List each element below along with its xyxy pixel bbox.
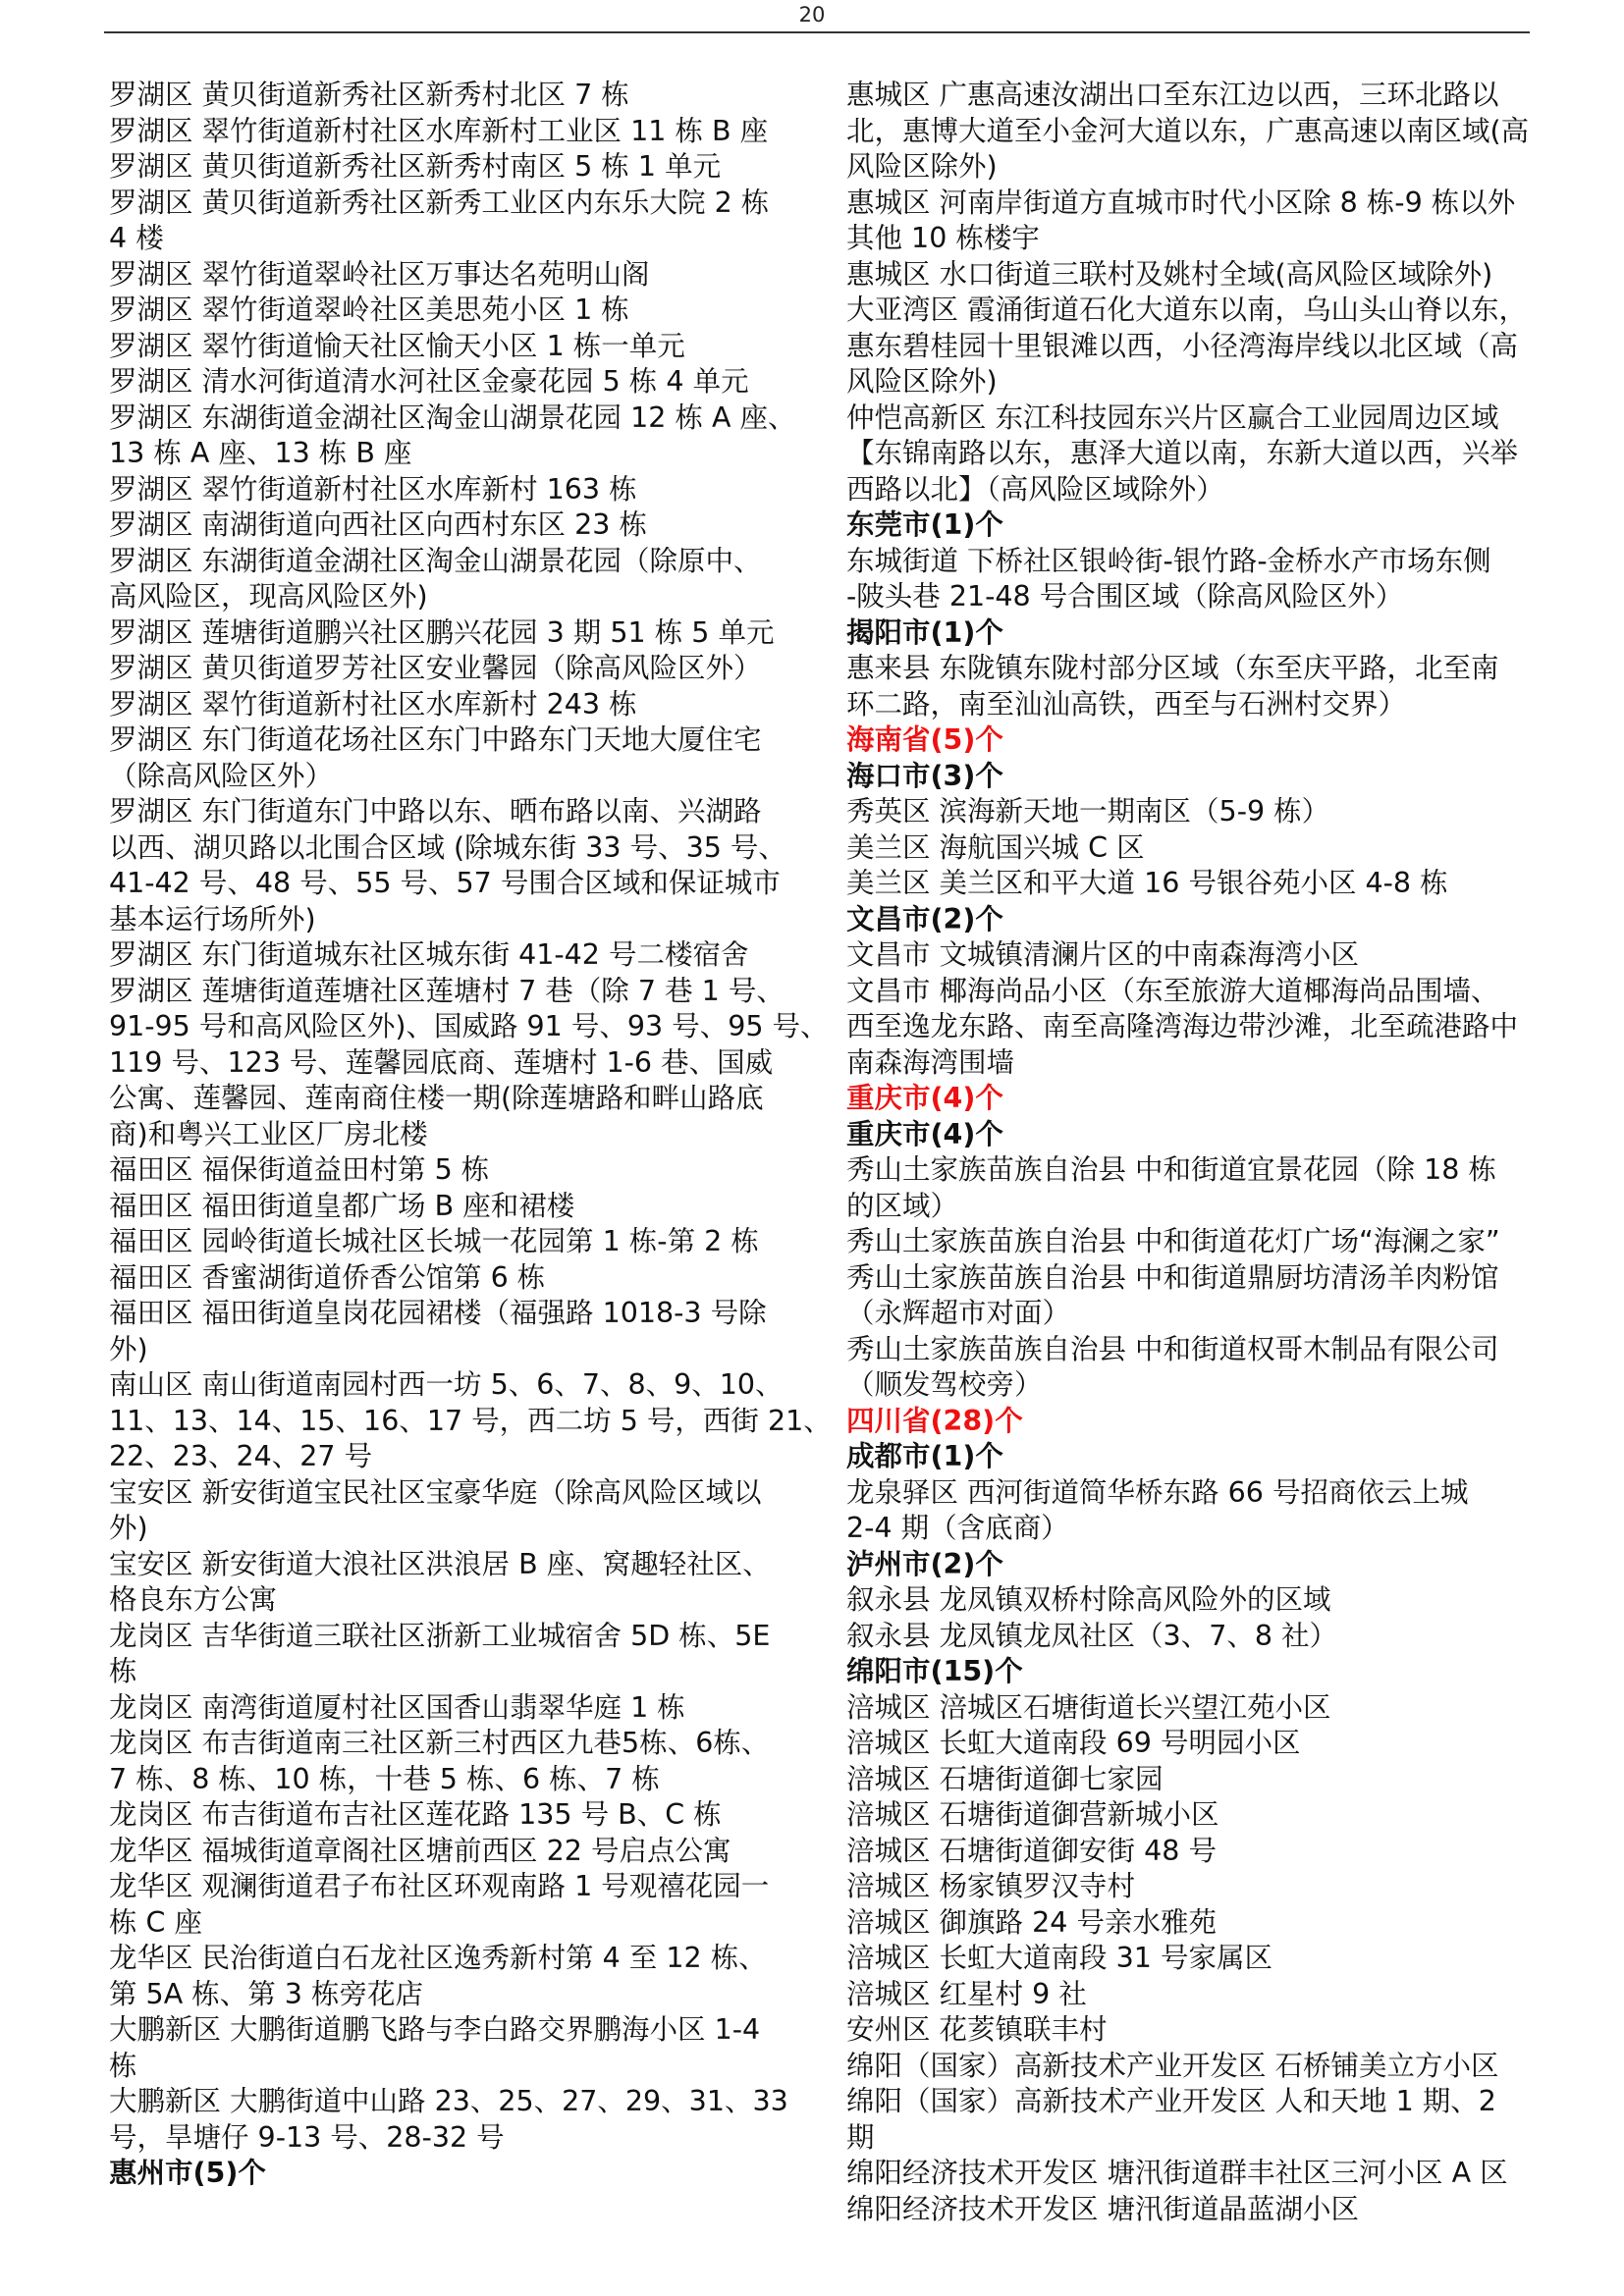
entry-line: 栋 xyxy=(109,2049,137,2082)
entry-line: 海口市(3)个 xyxy=(846,759,1003,792)
area-entry xyxy=(846,1260,1534,1332)
entry-line: 龙华区 福城街道章阁社区塘前西区 22 号启点公寓 xyxy=(109,1834,731,1867)
area-entry xyxy=(846,1152,1534,1224)
entry-line: 南森海湾围墙 xyxy=(846,1045,1015,1079)
entry-line: 文昌市 文城镇清澜片区的中南森海湾小区 xyxy=(846,938,1360,971)
area-entry xyxy=(109,293,796,329)
entry-line: 惠州市(5)个 xyxy=(109,2157,266,2189)
entry-line: （顺发驾校旁） xyxy=(846,1368,1043,1401)
entry-line: 22、23、24、27 号 xyxy=(109,1440,373,1472)
area-entry xyxy=(109,1547,796,1619)
entry-line: 栋 C 座 xyxy=(109,1905,203,1939)
right-column xyxy=(846,78,1534,2227)
entry-line: 宝安区 新安街道大浪社区洪浪居 B 座、窝趣轻社区、 xyxy=(109,1547,771,1580)
entry-line: 罗湖区 莲塘街道莲塘社区莲塘村 7 巷（除 7 巷 1 号、 xyxy=(109,974,785,1007)
province-heading xyxy=(846,1081,1534,1117)
entry-line: 外) xyxy=(109,1332,148,1365)
entry-line: 秀山土家族苗族自治县 中和街道花灯广场“海澜之家” xyxy=(846,1225,1500,1257)
page-number: 20 xyxy=(798,3,826,27)
entry-line: 惠来县 东陇镇东陇村部分区域（东至庆平路，北至南 xyxy=(846,652,1499,684)
entry-line: 罗湖区 清水河街道清水河社区金豪花园 5 栋 4 单元 xyxy=(109,365,749,398)
entry-line: 罗湖区 黄贝街道新秀社区新秀工业区内东乐大院 2 栋 xyxy=(109,186,770,219)
entry-line: 成都市(1)个 xyxy=(846,1440,1003,1472)
entry-line: 【东锦南路以东，惠泽大道以南，东新大道以西，兴举 xyxy=(846,437,1519,469)
entry-line: -陂头巷 21-48 号合围区域（除高风险区外） xyxy=(846,580,1404,613)
entry-line: 惠城区 河南岸街道方直城市时代小区除 8 栋-9 栋以外 xyxy=(846,186,1516,219)
area-entry xyxy=(109,1260,796,1297)
area-entry xyxy=(109,1189,796,1225)
area-entry xyxy=(846,651,1534,722)
entry-line: 文昌市 椰海尚品小区（东至旅游大道椰海尚品围墙、 xyxy=(846,974,1499,1007)
entry-line: 南山区 南山街道南园村西一坊 5、6、7、8、9、10、 xyxy=(109,1368,784,1401)
entry-line: 基本运行场所外) xyxy=(109,902,316,935)
entry-line: 4 楼 xyxy=(109,222,164,254)
entry-line: 西路以北】（高风险区域除外） xyxy=(846,472,1224,506)
area-entry xyxy=(109,507,796,544)
area-entry xyxy=(846,1762,1534,1798)
entry-line: 龙岗区 布吉街道布吉社区莲花路 135 号 B、C 栋 xyxy=(109,1798,722,1831)
entry-line: 号，旱塘仔 9-13 号、28-32 号 xyxy=(109,2120,505,2154)
entry-line: 罗湖区 东湖街道金湖社区淘金山湖景花园 12 栋 A 座、 xyxy=(109,400,796,434)
area-entry xyxy=(846,2049,1534,2085)
entry-line: 罗湖区 翠竹街道愉天社区愉天小区 1 栋一单元 xyxy=(109,329,685,362)
entry-line: 龙岗区 吉华街道三联社区浙新工业城宿舍 5D 栋、5E xyxy=(109,1619,771,1652)
area-entry xyxy=(846,186,1534,257)
entry-line: 龙华区 观澜街道君子布社区环观南路 1 号观禧花园一 xyxy=(109,1870,770,1902)
area-entry xyxy=(109,1941,796,2012)
area-entry xyxy=(109,329,796,365)
entry-line: 商)和粤兴工业区厂房北楼 xyxy=(109,1117,428,1150)
entry-line: 绵阳经济技术开发区 塘汛街道群丰社区三河小区 A 区 xyxy=(846,2157,1508,2189)
entry-line: 罗湖区 东湖街道金湖社区淘金山湖景花园（除原中、 xyxy=(109,544,762,577)
area-entry xyxy=(846,1834,1534,1870)
entry-line: 宝安区 新安街道宝民社区宝豪华庭（除高风险区域以 xyxy=(109,1475,762,1509)
entry-line: 大鹏新区 大鹏街道鹏飞路与李白路交界鹏海小区 1-4 xyxy=(109,2013,761,2046)
entry-line: 涪城区 石塘街道御七家园 xyxy=(846,1762,1164,1795)
area-entry xyxy=(109,974,829,1153)
area-entry xyxy=(109,1367,832,1475)
area-entry xyxy=(846,937,1534,974)
entry-line: 绵阳市(15)个 xyxy=(846,1655,1023,1687)
area-entry xyxy=(846,1726,1534,1762)
area-entry xyxy=(846,1797,1534,1834)
area-entry xyxy=(109,794,796,937)
entry-line: 仲恺高新区 东江科技园东兴片区赢合工业园周边区域 xyxy=(846,400,1499,434)
entry-line: 以西、湖贝路以北围合区域 (除城东街 33 号、35 号、 xyxy=(109,830,786,864)
area-entry xyxy=(109,1726,796,1797)
entry-line: 美兰区 美兰区和平大道 16 号银谷苑小区 4-8 栋 xyxy=(846,867,1448,899)
entry-line: 秀山土家族苗族自治县 中和街道宜景花园（除 18 栋 xyxy=(846,1153,1496,1186)
entry-line: 大鹏新区 大鹏街道中山路 23、25、27、29、31、33 xyxy=(109,2085,788,2117)
area-entry xyxy=(109,544,796,615)
entry-line: 罗湖区 莲塘街道鹏兴社区鹏兴花园 3 期 51 栋 5 单元 xyxy=(109,615,775,649)
entry-line: 公寓、莲馨园、莲南商住楼一期(除莲塘路和畔山路底 xyxy=(109,1082,764,1114)
entry-line: 福田区 香蜜湖街道侨香公馆第 6 栋 xyxy=(109,1260,546,1294)
entry-line: 涪城区 涪城区石塘街道长兴望江苑小区 xyxy=(846,1690,1331,1724)
entry-line: 罗湖区 南湖街道向西社区向西村东区 23 栋 xyxy=(109,508,647,541)
entry-line: 期 xyxy=(846,2120,875,2154)
city-heading xyxy=(846,902,1534,938)
entry-line: 龙岗区 布吉街道南三社区新三村西区九巷5栋、6栋、 xyxy=(109,1727,770,1759)
area-entry xyxy=(846,1905,1534,1942)
area-entry xyxy=(846,1977,1534,2013)
entry-line: 罗湖区 黄贝街道新秀社区新秀村北区 7 栋 xyxy=(109,79,629,111)
area-entry xyxy=(846,1941,1534,1977)
entry-line: 罗湖区 黄贝街道罗芳社区安业馨园（除高风险区外） xyxy=(109,652,762,684)
area-entry xyxy=(109,472,796,508)
area-entry xyxy=(109,400,796,472)
entry-line: 栋 xyxy=(109,1655,137,1687)
entry-line: 7 栋、8 栋、10 栋，十巷 5 栋、6 栋、7 栋 xyxy=(109,1762,660,1795)
entry-line: 惠东碧桂园十里银滩以西，小径湾海岸线以北区域（高 xyxy=(846,329,1519,362)
entry-line: 罗湖区 翠竹街道新村社区水库新村工业区 11 栋 B 座 xyxy=(109,114,769,147)
area-entry xyxy=(846,1690,1534,1727)
city-heading xyxy=(846,1654,1534,1690)
entry-line: 风险区除外) xyxy=(846,150,998,183)
entry-line: 福田区 福保街道益田村第 5 栋 xyxy=(109,1153,490,1186)
entry-line: 其他 10 栋楼宇 xyxy=(846,222,1040,254)
area-entry xyxy=(109,257,796,294)
entry-line: 大亚湾区 霞涌街道石化大道东以南，乌山头山脊以东， xyxy=(846,294,1528,326)
area-entry xyxy=(109,651,796,687)
province-heading xyxy=(846,722,1534,759)
entry-line: 重庆市(4)个 xyxy=(846,1082,1003,1114)
entry-line: 罗湖区 黄贝街道新秀社区新秀村南区 5 栋 1 单元 xyxy=(109,150,722,183)
entry-line: 涪城区 长虹大道南段 69 号明园小区 xyxy=(846,1727,1301,1759)
entry-line: 91-95 号和高风险区外)、国威路 91 号、93 号、95 号、 xyxy=(109,1010,829,1042)
entry-line: 秀山土家族苗族自治县 中和街道权哥木制品有限公司 xyxy=(846,1332,1499,1365)
entry-line: 龙泉驿区 西河街道简华桥东路 66 号招商依云上城 xyxy=(846,1475,1469,1509)
area-entry xyxy=(846,78,1534,186)
entry-line: 罗湖区 东门街道城东社区城东街 41-42 号二楼宿舍 xyxy=(109,938,749,971)
area-entry xyxy=(109,1224,796,1260)
area-entry xyxy=(846,2084,1534,2156)
area-entry xyxy=(846,866,1534,902)
entry-line: 泸州市(2)个 xyxy=(846,1547,1003,1580)
entry-line: 11、13、14、15、16、17 号，西二坊 5 号，西街 21、 xyxy=(109,1404,832,1437)
entry-line: 罗湖区 翠竹街道新村社区水库新村 163 栋 xyxy=(109,472,637,506)
entry-line: 涪城区 御旗路 24 号亲水雅苑 xyxy=(846,1905,1217,1939)
entry-line: （永辉超市对面） xyxy=(846,1297,1071,1329)
area-entry xyxy=(846,1619,1534,1655)
entry-line: 格良东方公寓 xyxy=(109,1583,278,1616)
entry-line: 西至逸龙东路、南至高隆湾海边带沙滩，北至疏港路中 xyxy=(846,1010,1519,1042)
entry-line: 重庆市(4)个 xyxy=(846,1117,1003,1150)
entry-line: 绵阳（国家）高新技术产业开发区 石桥铺美立方小区 xyxy=(846,2049,1499,2082)
area-entry xyxy=(846,293,1534,400)
area-entry xyxy=(109,2012,796,2084)
area-entry xyxy=(109,1619,796,1690)
entry-line: 13 栋 A 座、13 栋 B 座 xyxy=(109,437,412,469)
entry-line: 东莞市(1)个 xyxy=(846,508,1003,541)
entry-line: 罗湖区 翠竹街道翠岭社区美思苑小区 1 栋 xyxy=(109,294,629,326)
entry-line: 惠城区 水口街道三联村及姚村全域(高风险区域除外) xyxy=(846,257,1493,291)
entry-line: 叙永县 龙凤镇龙凤社区（3、7、8 社） xyxy=(846,1619,1338,1652)
entry-line: 龙华区 民治街道白石龙社区逸秀新村第 4 至 12 栋、 xyxy=(109,1942,767,1974)
area-entry xyxy=(846,1475,1534,1547)
city-heading xyxy=(846,759,1534,795)
entry-line: 北，惠博大道至小金河大道以东，广惠高速以南区域(高 xyxy=(846,114,1530,147)
area-entry xyxy=(846,544,1534,615)
entry-line: 惠城区 广惠高速汝湖出口至东江边以西，三环北路以 xyxy=(846,79,1499,111)
entry-line: 绵阳（国家）高新技术产业开发区 人和天地 1 期、2 xyxy=(846,2085,1496,2117)
area-entry xyxy=(109,1690,796,1727)
city-heading xyxy=(846,1117,1534,1153)
entry-line: 福田区 园岭街道长城社区长城一花园第 1 栋-第 2 栋 xyxy=(109,1225,759,1257)
province-heading xyxy=(846,1404,1534,1440)
area-entry xyxy=(109,1296,796,1367)
entry-line: 外) xyxy=(109,1512,148,1544)
left-column xyxy=(109,78,832,2192)
entry-line: 的区域） xyxy=(846,1189,959,1222)
entry-line: 41-42 号、48 号、55 号、57 号围合区域和保证城市 xyxy=(109,867,781,899)
entry-line: 涪城区 石塘街道御安街 48 号 xyxy=(846,1834,1217,1867)
area-entry xyxy=(846,2012,1534,2049)
area-entry xyxy=(846,1224,1534,1260)
entry-line: 罗湖区 翠竹街道新村社区水库新村 243 栋 xyxy=(109,687,637,721)
area-entry xyxy=(109,364,796,400)
area-entry xyxy=(846,974,1534,1082)
city-heading xyxy=(846,1439,1534,1475)
area-entry xyxy=(109,78,796,114)
area-entry xyxy=(846,2156,1534,2192)
entry-line: 四川省(28)个 xyxy=(846,1404,1023,1437)
area-entry xyxy=(109,114,796,150)
entry-line: 罗湖区 翠竹街道翠岭社区万事达名苑明山阁 xyxy=(109,257,650,291)
entry-line: （除高风险区外） xyxy=(109,759,334,792)
entry-line: 秀英区 滨海新天地一期南区（5-9 栋） xyxy=(846,795,1330,828)
entry-line: 海南省(5)个 xyxy=(846,723,1003,756)
entry-line: 绵阳经济技术开发区 塘汛街道晶蓝湖小区 xyxy=(846,2192,1360,2225)
area-entry xyxy=(109,1834,796,1870)
area-entry xyxy=(846,794,1534,830)
entry-line: 高风险区，现高风险区外) xyxy=(109,580,428,613)
area-entry xyxy=(846,1332,1534,1404)
area-entry xyxy=(846,2192,1534,2228)
entry-line: 罗湖区 东门街道花场社区东门中路东门天地大厦住宅 xyxy=(109,723,762,756)
area-entry xyxy=(109,186,796,257)
area-entry xyxy=(846,257,1534,294)
entry-line: 福田区 福田街道皇岗花园裙楼（福强路 1018-3 号除 xyxy=(109,1297,767,1329)
city-heading xyxy=(846,1547,1534,1583)
area-entry xyxy=(846,1869,1534,1905)
entry-line: 2-4 期（含底商） xyxy=(846,1512,1069,1544)
area-entry xyxy=(109,1869,796,1941)
entry-line: 文昌市(2)个 xyxy=(846,902,1003,935)
entry-line: 风险区除外) xyxy=(846,365,998,398)
entry-line: 叙永县 龙凤镇双桥村除高风险外的区域 xyxy=(846,1583,1331,1616)
area-entry xyxy=(109,687,796,723)
header-rule xyxy=(104,31,1530,33)
area-entry xyxy=(109,1152,796,1189)
area-entry xyxy=(109,1797,796,1834)
entry-line: 涪城区 红星村 9 社 xyxy=(846,1977,1087,2010)
area-entry xyxy=(846,830,1534,867)
city-heading xyxy=(846,615,1534,652)
area-entry xyxy=(846,1582,1534,1619)
entry-line: 美兰区 海航国兴城 C 区 xyxy=(846,830,1145,864)
entry-line: 环二路，南至汕汕高铁，西至与石洲村交界） xyxy=(846,687,1407,721)
entry-line: 揭阳市(1)个 xyxy=(846,615,1003,649)
entry-line: 东城街道 下桥社区银岭街-银竹路-金桥水产市场东侧 xyxy=(846,544,1491,577)
area-entry xyxy=(109,2084,796,2156)
area-entry xyxy=(846,400,1534,508)
area-entry xyxy=(109,722,796,794)
entry-line: 涪城区 石塘街道御营新城小区 xyxy=(846,1798,1219,1831)
city-heading xyxy=(846,507,1534,544)
area-entry xyxy=(109,937,796,974)
entry-line: 福田区 福田街道皇都广场 B 座和裙楼 xyxy=(109,1189,575,1222)
city-heading xyxy=(109,2156,796,2192)
entry-line: 安州区 花荄镇联丰村 xyxy=(846,2013,1108,2046)
entry-line: 涪城区 长虹大道南段 31 号家属区 xyxy=(846,1942,1272,1974)
entry-line: 第 5A 栋、第 3 栋旁花店 xyxy=(109,1977,423,2010)
area-entry xyxy=(109,1475,796,1547)
entry-line: 119 号、123 号、莲馨园底商、莲塘村 1-6 巷、国威 xyxy=(109,1045,774,1079)
entry-line: 秀山土家族苗族自治县 中和街道鼎厨坊清汤羊肉粉馆 xyxy=(846,1260,1499,1294)
area-entry xyxy=(109,149,796,186)
area-entry xyxy=(109,615,796,652)
entry-line: 涪城区 杨家镇罗汉寺村 xyxy=(846,1870,1136,1902)
entry-line: 龙岗区 南湾街道厦村社区国香山翡翠华庭 1 栋 xyxy=(109,1690,685,1724)
entry-line: 罗湖区 东门街道东门中路以东、晒布路以南、兴湖路 xyxy=(109,795,762,828)
